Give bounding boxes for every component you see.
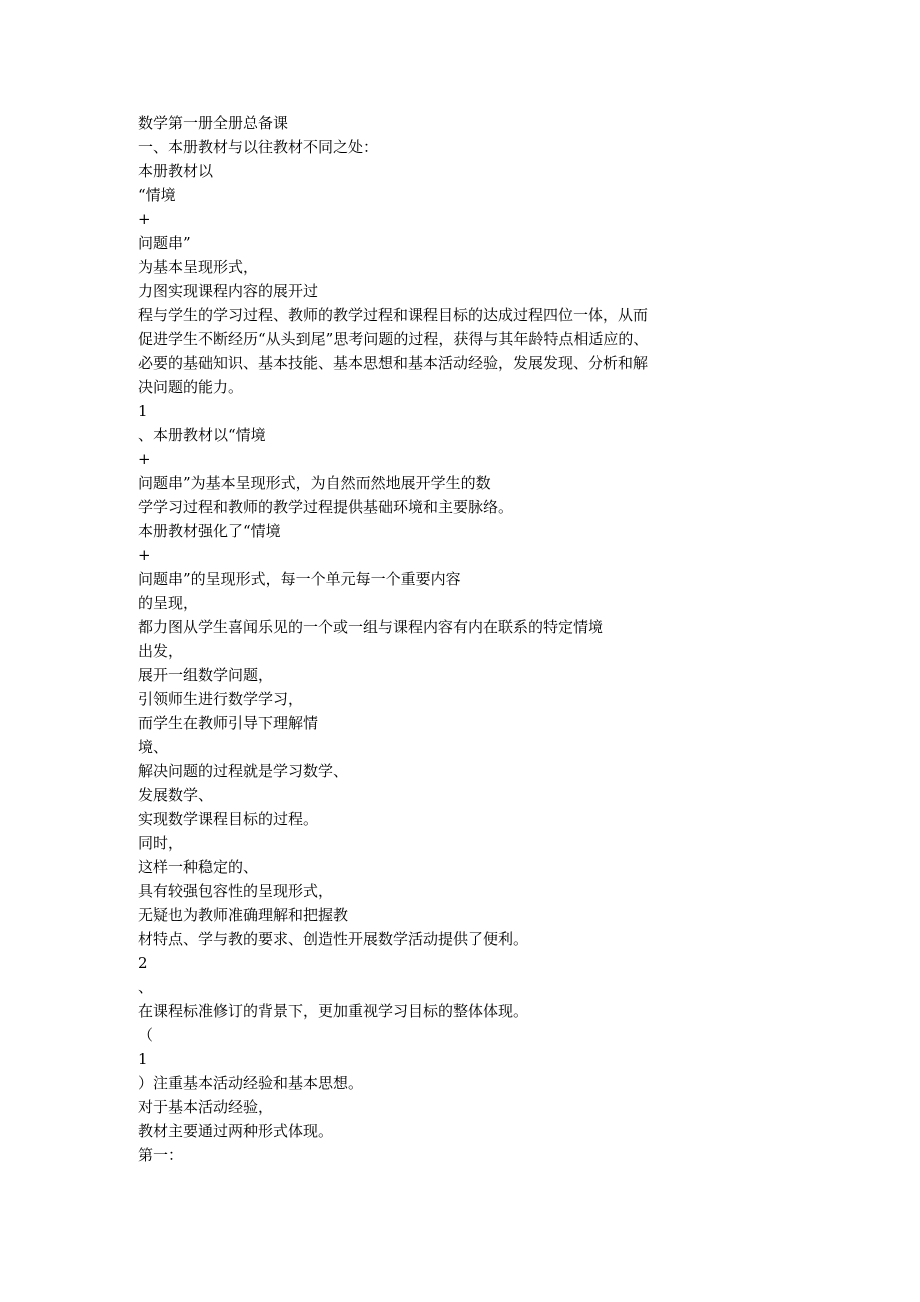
text-line: 对于基本活动经验， bbox=[138, 1098, 274, 1116]
text-line: 问题串”为基本呈现形式，为自然而然地展开学生的数 bbox=[138, 474, 491, 492]
text-line: 在课程标准修订的背景下，更加重视学习目标的整体体现。 bbox=[138, 1002, 529, 1020]
text-line: 展开一组数学问题， bbox=[138, 666, 274, 684]
text-line: 这样一种稳定的、 bbox=[138, 858, 259, 876]
text-line: 力图实现课程内容的展开过 bbox=[138, 282, 319, 300]
text-line: 学学习过程和教师的教学过程提供基础环境和主要脉络。 bbox=[138, 498, 514, 516]
text-line: 决问题的能力。 bbox=[138, 378, 244, 396]
text-line: 一、本册教材与以往教材不同之处： bbox=[138, 138, 379, 156]
text-line: 、本册教材以“情境 bbox=[138, 426, 266, 444]
text-line: + bbox=[138, 546, 151, 564]
text-line: 解决问题的过程就是学习数学、 bbox=[138, 762, 349, 780]
text-line: 、 bbox=[138, 978, 154, 996]
text-line: 本册教材以 bbox=[138, 162, 214, 180]
text-line: 为基本呈现形式， bbox=[138, 258, 259, 276]
text-line: 问题串” bbox=[138, 234, 191, 252]
text-line: 引领师生进行数学学习， bbox=[138, 690, 304, 708]
text-line: “情境 bbox=[138, 186, 176, 204]
text-line: 同时， bbox=[138, 834, 184, 852]
text-line: 的呈现， bbox=[138, 594, 199, 612]
text-line: 第一： bbox=[138, 1146, 184, 1164]
text-line: 出发， bbox=[138, 642, 184, 660]
text-line: 而学生在教师引导下理解情 bbox=[138, 714, 319, 732]
text-line: 发展数学、 bbox=[138, 786, 214, 804]
text-line: 1 bbox=[138, 402, 148, 420]
document-title: 数学第一册全册总备课 bbox=[138, 114, 289, 132]
text-line: 必要的基础知识、基本技能、基本思想和基本活动经验，发展发现、分析和解 bbox=[138, 354, 649, 372]
text-line: （ bbox=[138, 1026, 154, 1044]
text-line: ）注重基本活动经验和基本思想。 bbox=[138, 1074, 364, 1092]
text-line: 实现数学课程目标的过程。 bbox=[138, 810, 319, 828]
text-line: 无疑也为教师准确理解和把握教 bbox=[138, 906, 349, 924]
text-line: 1 bbox=[138, 1050, 148, 1068]
text-line: 促进学生不断经历“从头到尾”思考问题的过程，获得与其年龄特点相适应的、 bbox=[138, 330, 649, 348]
text-line: 境、 bbox=[138, 738, 169, 756]
text-line: 本册教材强化了“情境 bbox=[138, 522, 281, 540]
text-line: 教材主要通过两种形式体现。 bbox=[138, 1122, 334, 1140]
text-line: + bbox=[138, 450, 151, 468]
text-line: 程与学生的学习过程、教师的教学过程和课程目标的达成过程四位一体，从而 bbox=[138, 306, 649, 324]
text-line: 都力图从学生喜闻乐见的一个或一组与课程内容有内在联系的特定情境 bbox=[138, 618, 604, 636]
text-line: 2 bbox=[138, 954, 148, 972]
text-line: 具有较强包容性的呈现形式， bbox=[138, 882, 334, 900]
text-line: 问题串”的呈现形式，每一个单元每一个重要内容 bbox=[138, 570, 461, 588]
text-line: 材特点、学与教的要求、创造性开展数学活动提供了便利。 bbox=[138, 930, 529, 948]
document-body bbox=[138, 111, 838, 1167]
text-line: + bbox=[138, 210, 151, 228]
